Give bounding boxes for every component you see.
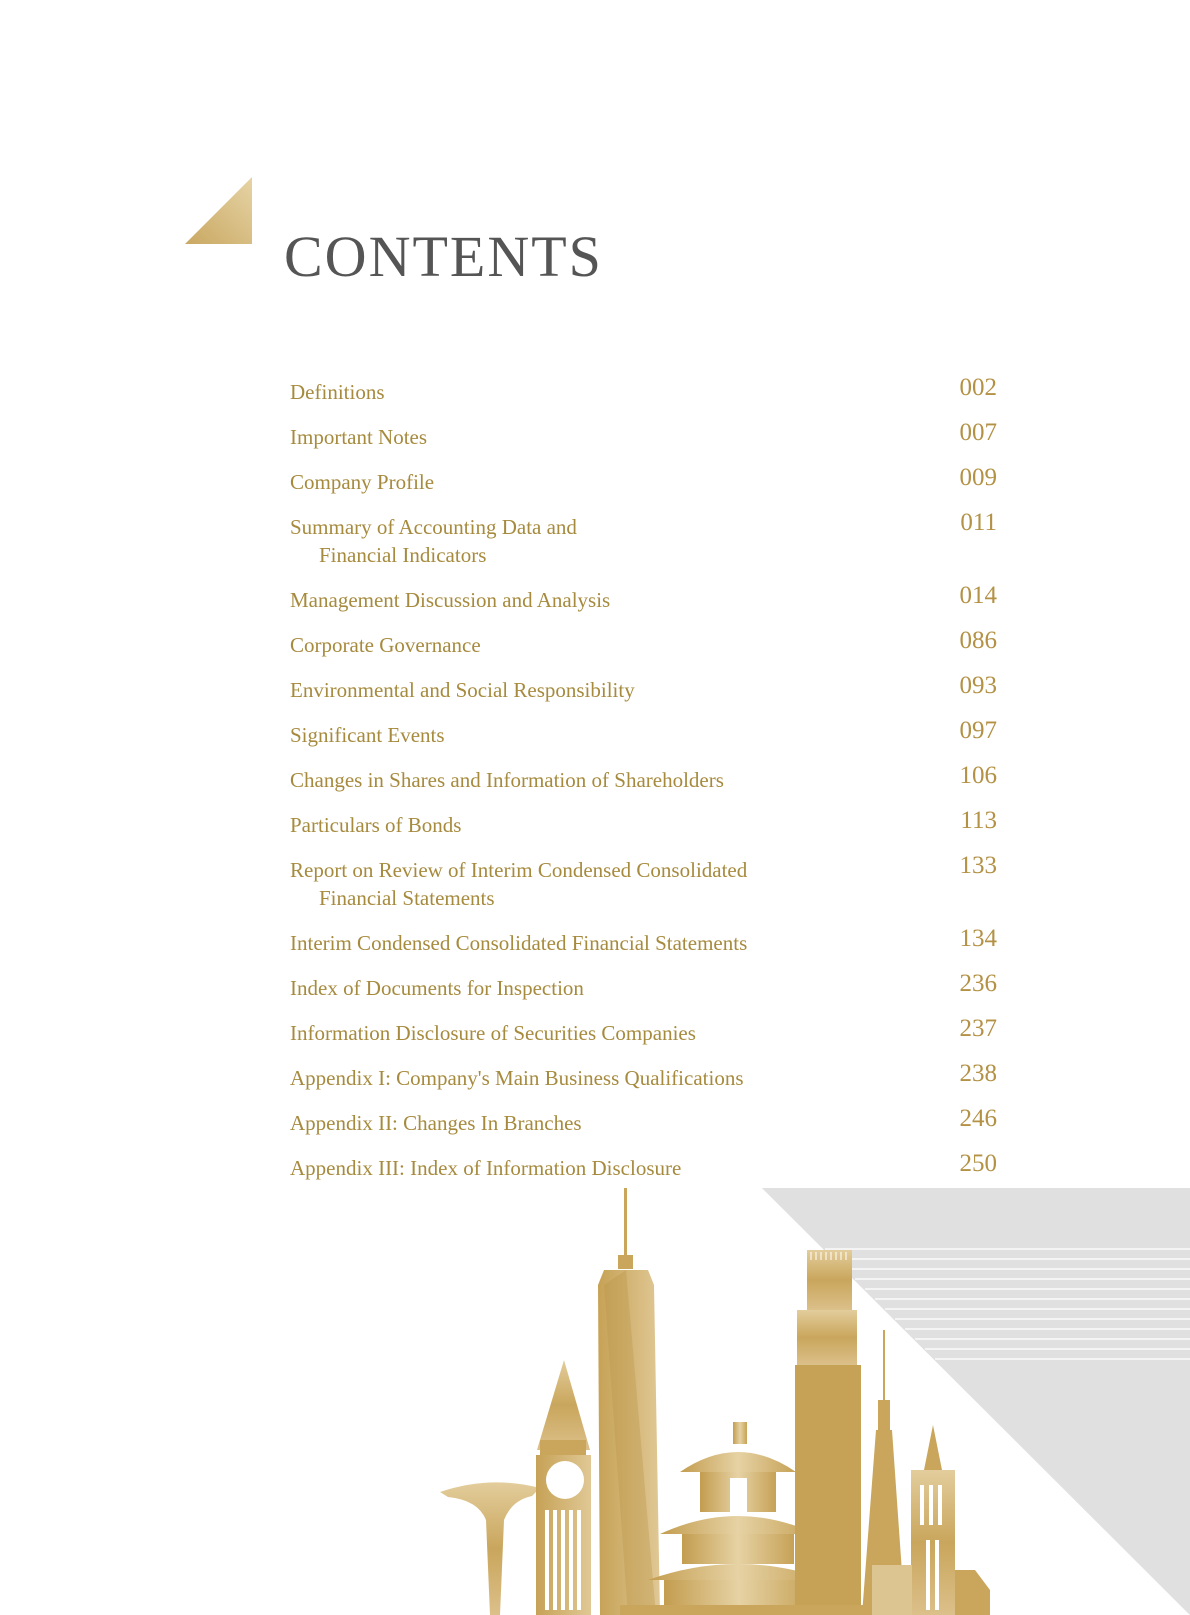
toc-entry-title[interactable] [290,513,577,569]
needle-tower-silhouette [862,1330,905,1615]
toc-entry-title[interactable] [290,1019,696,1047]
toc-entry-title[interactable] [290,766,724,794]
toc-entry-page[interactable]: 014 [959,582,997,609]
toc-entry[interactable] [290,1060,997,1092]
toc-entry-title[interactable] [290,1109,582,1137]
toc-entry-page[interactable]: 133 [959,852,997,879]
clock-tower-silhouette [536,1360,591,1615]
grey-diagonal-band-fill [762,1188,1190,1615]
toc-entry[interactable] [290,1015,997,1047]
toc-entry[interactable] [290,762,997,794]
toc-entry-page[interactable]: 011 [960,509,997,536]
toc-entry-page[interactable]: 086 [959,627,997,654]
toc-entry-title[interactable] [290,586,610,614]
toc-entry-title-line1: Summary of Accounting Data and [290,515,577,539]
toc-entry-title-line1: Report on Review of Interim Condensed Consolidated [290,858,748,882]
toc-entry-title-line1: Definitions [290,380,385,404]
toc-entry[interactable] [290,1105,997,1137]
toc-entry-page[interactable]: 238 [959,1060,997,1087]
toc-entry-title[interactable] [290,929,747,957]
skyline-base [620,1605,870,1615]
toc-entry[interactable] [290,1150,997,1182]
toc-entry[interactable] [290,925,997,957]
toc-entry[interactable] [290,807,997,839]
skyscraper-spire-silhouette [598,1188,660,1615]
toc-entry-title-line2: Financial Statements [319,886,495,910]
toc-entry-page[interactable]: 007 [959,419,997,446]
toc-entry-page[interactable]: 009 [959,464,997,491]
corner-triangle-ornament [185,177,252,244]
toc-entry-page[interactable]: 250 [959,1150,997,1177]
toc-entry-title[interactable] [290,974,584,1002]
toc-entry[interactable] [290,509,997,569]
toc-entry-page[interactable]: 246 [959,1105,997,1132]
toc-entry-page[interactable]: 236 [959,970,997,997]
toc-entry[interactable] [290,582,997,614]
toc-entry[interactable] [290,464,997,496]
toc-entry-title-line1: Information Disclosure of Securities Companies [290,1021,696,1045]
toc-entry-title[interactable] [290,378,385,406]
supertree-silhouette [440,1482,540,1615]
toc-entry-page[interactable]: 113 [960,807,997,834]
grey-band-stripes [825,1249,1190,1359]
toc-entry-title-line1: Environmental and Social Responsibility [290,678,635,702]
toc-entry-title[interactable] [290,423,427,451]
toc-entry-page[interactable]: 134 [959,925,997,952]
toc-entry[interactable] [290,717,997,749]
toc-entry-title[interactable] [290,468,434,496]
toc-entry-title-line2: Financial Indicators [319,543,487,567]
toc-entry-page[interactable]: 002 [959,374,997,401]
page-title: CONTENTS [284,224,603,289]
toc-entry[interactable] [290,419,997,451]
toc-entry-title-line1: Appendix III: Index of Information Disclosure [290,1156,682,1180]
grey-diagonal-band [762,1188,1190,1615]
tall-tower-silhouette [795,1250,861,1615]
toc-entry-title-line1: Management Discussion and Analysis [290,588,611,612]
table-of-contents [290,374,997,1199]
toc-entry-title-line1: Changes in Shares and Information of Shareholders [290,768,724,792]
toc-entry-title[interactable] [290,676,635,704]
toc-entry-title[interactable] [290,811,461,839]
toc-entry[interactable] [290,970,997,1002]
toc-entry-title-line1: Significant Events [290,723,445,747]
toc-entry-title-line1: Particulars of Bonds [290,813,462,837]
toc-entry-title[interactable] [290,1064,744,1092]
toc-entry[interactable] [290,672,997,704]
toc-entry-page[interactable]: 237 [959,1015,997,1042]
toc-entry-title[interactable] [290,631,481,659]
toc-entry-title[interactable] [290,721,445,749]
temple-silhouette [648,1422,828,1615]
toc-entry-title-line1: Index of Documents for Inspection [290,976,584,1000]
toc-entry-title-line1: Appendix I: Company's Main Business Qualifications [290,1066,744,1090]
toc-entry-title-line1: Important Notes [290,425,428,449]
toc-entry-title-line1: Interim Condensed Consolidated Financial Statements [290,931,748,955]
toc-entry-title-line1: Corporate Governance [290,633,481,657]
toc-entry-page[interactable]: 093 [959,672,997,699]
toc-entry[interactable] [290,852,997,912]
toc-entry-page[interactable]: 106 [959,762,997,789]
toc-entry-title[interactable] [290,856,747,912]
gothic-tower-silhouette [872,1425,990,1615]
toc-entry-page[interactable]: 097 [959,717,997,744]
toc-entry-title-line1: Company Profile [290,470,435,494]
toc-entry[interactable] [290,627,997,659]
toc-entry-title[interactable] [290,1154,681,1182]
toc-entry[interactable] [290,374,997,406]
toc-entry-title-line1: Appendix II: Changes In Branches [290,1111,582,1135]
